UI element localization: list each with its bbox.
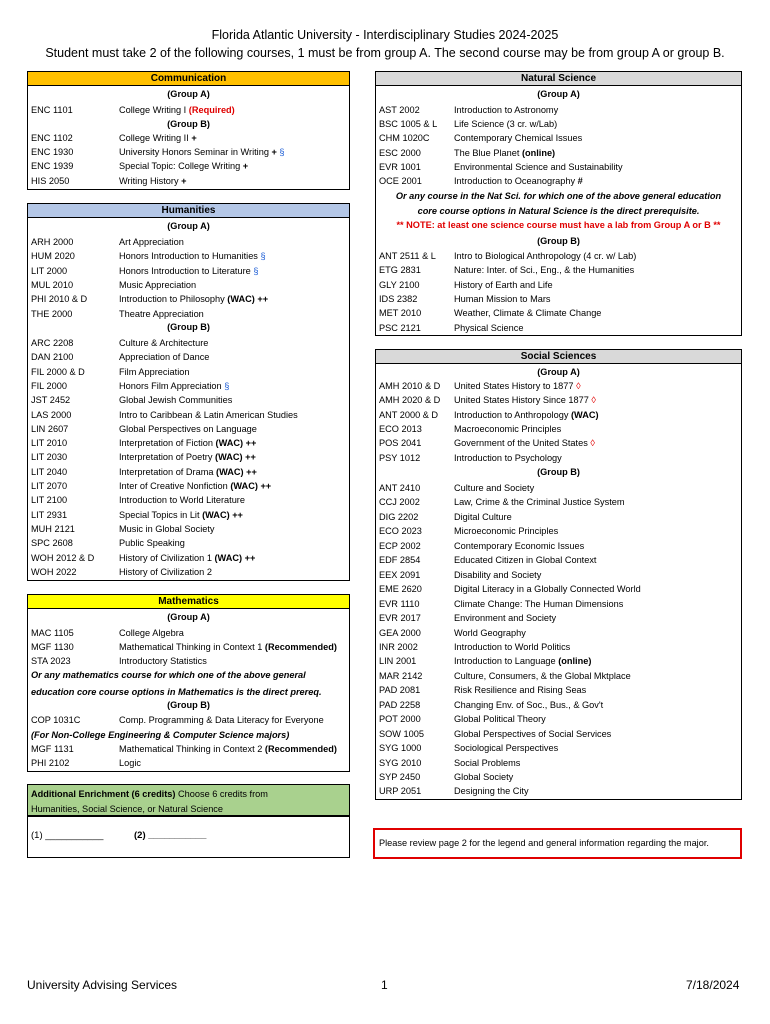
course-title: Culture & Architecture [119, 338, 209, 348]
course-name [454, 394, 596, 406]
course-code: WOH 2022 [31, 566, 77, 577]
course-code: IDS 2382 [379, 293, 418, 304]
course-code: MUH 2121 [31, 523, 75, 534]
course-tag: (Recommended) [262, 642, 337, 652]
document-title: Florida Atlantic University - Interdisciplinary Studies 2024-2025 [211, 28, 559, 42]
course-tag: # [575, 176, 583, 186]
course-code: EVR 2017 [379, 613, 421, 624]
course-code: AMH 2010 & D [379, 381, 441, 391]
course-code: ENC 1939 [31, 161, 74, 172]
mathematics-note-1: Or any mathematics course for which one of the above general [31, 670, 306, 680]
course-name [454, 279, 553, 291]
course-title: Mathematical Thinking in Context 1 [119, 642, 263, 652]
course-code: ENC 1930 [31, 147, 74, 158]
course-tag: + [178, 175, 187, 186]
course-tag: (WAC) ++ [211, 552, 256, 563]
course-name [119, 351, 209, 363]
course-title: Mathematical Thinking in Context 2 [119, 744, 263, 754]
course-code: PAD 2081 [379, 685, 421, 696]
course-name [119, 265, 258, 277]
review-note-text: Please review page 2 for the legend and general information regarding the major. [379, 838, 709, 848]
course-title: Inter of Creative Nonfiction [119, 481, 228, 491]
course-name [454, 569, 541, 581]
course-name [454, 641, 570, 653]
course-code: URP 2051 [379, 786, 422, 797]
enrichment-title: Additional Enrichment (6 credits) [31, 789, 176, 799]
course-code: MGF 1130 [31, 642, 74, 652]
course-title: Introduction to Psychology [454, 452, 562, 463]
course-code: FIL 2000 & D [31, 366, 85, 377]
course-code: GLY 2100 [379, 279, 420, 290]
course-name [119, 743, 337, 755]
course-title: Film Appreciation [119, 366, 190, 377]
course-name [119, 423, 257, 435]
mathematics-title: Mathematics [28, 595, 349, 609]
course-name [454, 409, 599, 421]
course-title: Social Problems [454, 757, 521, 768]
communication-title: Communication [28, 72, 349, 86]
course-title: Human Mission to Mars [454, 293, 551, 304]
course-title: Government of the United States [454, 438, 588, 449]
course-name [454, 771, 513, 783]
course-title: Macroeconomic Principles [454, 423, 562, 434]
course-symbol: ◊ [587, 438, 595, 449]
course-code: ENC 1102 [31, 133, 73, 143]
course-name [454, 684, 586, 696]
course-title: Physical Science [454, 322, 524, 333]
course-tag: + [268, 147, 277, 158]
course-title: United States History Since 1877 [454, 395, 589, 406]
course-name [119, 437, 256, 449]
course-symbol: ◊ [588, 395, 596, 406]
course-title: Disability and Society [454, 569, 542, 580]
course-name [454, 482, 534, 494]
course-title: Honors Film Appreciation [119, 380, 222, 391]
course-name [119, 509, 243, 521]
course-code: MUL 2010 [31, 279, 74, 290]
mathematics-group-b: (Group B) [167, 700, 210, 710]
course-name [454, 627, 526, 639]
course-title: Honors Introduction to Literature [119, 265, 251, 276]
course-name [454, 380, 581, 392]
course-name [454, 583, 641, 595]
course-name [454, 132, 582, 144]
course-name [454, 598, 623, 610]
course-name [454, 147, 555, 159]
course-name [454, 670, 631, 682]
course-code: ECO 2023 [379, 526, 422, 537]
course-name [454, 118, 557, 130]
course-code: LIT 2931 [31, 509, 68, 520]
course-tag: (WAC) ++ [199, 509, 243, 520]
course-code: MAR 2142 [379, 670, 423, 681]
course-code: DAN 2100 [31, 352, 74, 363]
course-tag: + [188, 133, 197, 143]
footer-date: 7/18/2024 [686, 978, 740, 992]
course-code: AMH 2020 & D [379, 395, 441, 406]
footer-left: University Advising Services [27, 978, 178, 992]
course-code: BSC 1005 & L [379, 119, 438, 130]
course-name [454, 525, 558, 537]
natural-note-2: core course options in Natural Science is the direct prerequisite. [417, 206, 700, 216]
course-code: EVR 1110 [379, 598, 420, 609]
course-tag: (WAC) ++ [212, 438, 257, 449]
course-tag: (WAC) ++ [213, 466, 257, 477]
course-name [454, 161, 623, 173]
course-code: OCE 2001 [379, 176, 422, 186]
enrichment-text-2: Humanities, Social Science, or Natural Science [31, 804, 224, 814]
course-name [119, 480, 271, 492]
course-code: PHI 2102 [31, 758, 70, 768]
course-title: Environmental Science and Sustainability [454, 161, 623, 172]
course-tag: (Recommended) [262, 744, 337, 754]
course-title: Culture, Consumers, & the Global Mktplace [454, 670, 631, 681]
course-title: World Geography [454, 627, 526, 638]
course-code: PSC 2121 [379, 322, 421, 333]
course-name [119, 146, 285, 158]
course-name [454, 322, 523, 334]
course-code: PAD 2258 [379, 699, 421, 710]
course-name [454, 250, 636, 262]
course-code: LIN 2607 [31, 423, 69, 434]
course-title: Introduction to Anthropology [454, 409, 569, 420]
course-title: Sociological Perspectives [454, 743, 559, 754]
course-code: ANT 2000 & D [379, 409, 439, 420]
course-name [119, 132, 197, 144]
course-title: College Algebra [119, 628, 184, 638]
course-code: LIT 2100 [31, 495, 68, 506]
course-title: Contemporary Chemical Issues [454, 133, 583, 144]
course-name [454, 554, 597, 566]
humanities-group-a: (Group A) [167, 221, 210, 231]
course-title: Contemporary Economic Issues [454, 540, 585, 551]
course-name [119, 466, 257, 478]
natural-group-b: (Group B) [537, 236, 580, 246]
course-code: CCJ 2002 [379, 497, 420, 508]
enrichment-text: Choose 6 credits from [178, 789, 268, 799]
course-name [454, 511, 512, 523]
course-code: SYG 2010 [379, 757, 422, 768]
course-title: Introduction to Astronomy [454, 105, 559, 115]
course-code: LIT 2040 [31, 466, 68, 477]
social-group-b: (Group B) [537, 467, 580, 477]
course-code: GEA 2000 [379, 627, 421, 638]
course-name [119, 308, 204, 320]
course-tag: (WAC) ++ [212, 452, 256, 463]
course-title: Environment and Society [454, 613, 557, 624]
course-name [454, 264, 634, 276]
course-title: Culture and Society [454, 483, 535, 493]
course-code: EME 2620 [379, 584, 422, 595]
course-name [119, 160, 248, 172]
course-name [454, 728, 611, 740]
course-name [119, 641, 337, 653]
course-code: EEX 2091 [379, 569, 421, 580]
course-code: MGF 1131 [31, 744, 74, 754]
social-group-a: (Group A) [537, 367, 580, 377]
course-title: Music Appreciation [119, 279, 197, 290]
course-name [119, 236, 184, 248]
course-tag: (online) [555, 656, 592, 667]
course-name [119, 757, 141, 769]
course-code: JST 2452 [31, 395, 71, 406]
course-code: ECP 2002 [379, 540, 421, 551]
course-name: Comp. Programming & Data Literacy for Everyone [119, 715, 324, 725]
course-title: The Blue Planet [454, 147, 520, 158]
course-name [119, 175, 186, 187]
course-name [119, 566, 212, 578]
course-name [119, 394, 232, 406]
course-code: PHI 2010 & D [31, 294, 88, 305]
humanities-group-b: (Group B) [167, 322, 210, 332]
course-code: LIN 2001 [379, 656, 417, 667]
course-title: Digital Culture [454, 511, 512, 522]
course-code: INR 2002 [379, 641, 418, 652]
course-name [454, 540, 584, 552]
course-code: FIL 2000 [31, 380, 67, 391]
course-name [119, 293, 268, 305]
course-title: History of Civilization 1 [119, 552, 212, 563]
communication-section [27, 71, 350, 190]
course-tag: (Required) [186, 105, 235, 115]
course-name [454, 713, 546, 725]
course-code: ANT 2410 [379, 483, 421, 493]
mathematics-b-note: (For Non-College Engineering & Computer Science majors) [31, 730, 290, 740]
course-name [119, 250, 266, 262]
review-note-box [373, 828, 742, 859]
course-name [454, 307, 601, 319]
course-name [119, 380, 229, 392]
course-name [454, 496, 625, 508]
course-tag: + [240, 161, 249, 172]
course-code: AST 2002 [379, 105, 420, 115]
communication-group-a: (Group A) [167, 89, 210, 99]
course-code: EVR 1001 [379, 161, 421, 172]
course-name [119, 537, 185, 549]
course-tag: (online) [519, 147, 556, 158]
course-code: ETG 2831 [379, 265, 421, 276]
course-tag: (WAC) [568, 409, 599, 420]
course-title: Changing Env. of Soc., Bus., & Gov't [454, 699, 604, 710]
course-code: THE 2000 [31, 308, 73, 319]
course-code: WOH 2012 & D [31, 552, 95, 563]
course-title: Life Science (3 cr. w/Lab) [454, 119, 558, 130]
course-code: POT 2000 [379, 714, 421, 725]
course-title: Art Appreciation [119, 237, 184, 247]
course-title: Global Jewish Communities [119, 395, 233, 406]
course-name [454, 423, 561, 435]
course-name [119, 337, 208, 349]
course-code: HIS 2050 [31, 175, 70, 186]
natural-group-a: (Group A) [537, 89, 580, 99]
course-code: SPC 2608 [31, 538, 73, 549]
course-name [119, 409, 298, 421]
page-number: 1 [381, 978, 388, 992]
enrichment-blanks [27, 816, 350, 858]
blank-2[interactable]: (2) ___________ [134, 830, 207, 841]
course-name [454, 104, 558, 116]
course-code: LIT 2070 [31, 481, 68, 491]
course-tag: (WAC) ++ [224, 294, 269, 305]
social-sciences-section [375, 349, 742, 800]
course-name [119, 523, 215, 535]
course-code: STA 2023 [31, 656, 71, 666]
course-code: LIT 2010 [31, 438, 68, 449]
course-title: University Honors Seminar in Writing [119, 147, 269, 158]
course-title: Introduction to World Politics [454, 641, 571, 652]
course-title: Introduction to Language [454, 656, 556, 667]
course-code: ENC 1101 [31, 105, 73, 115]
course-symbol: § [221, 380, 230, 391]
course-name [119, 451, 256, 463]
course-title: Intro to Biological Anthropology (4 cr. w/ Lab) [454, 251, 637, 261]
course-name [454, 757, 520, 769]
course-title: History of Civilization 2 [119, 566, 212, 577]
course-symbol: § [250, 265, 259, 276]
course-title: Intro to Caribbean & Latin American Studies [119, 409, 298, 420]
course-title: Risk Resilience and Rising Seas [454, 685, 587, 696]
course-title: Interpretation of Fiction [119, 438, 213, 449]
course-tag: (WAC) ++ [227, 481, 272, 491]
course-code: POS 2041 [379, 438, 422, 449]
course-title: History of Earth and Life [454, 279, 553, 290]
course-title: Global Society [454, 772, 514, 782]
course-code: CHM 1020C [379, 133, 430, 144]
course-name [119, 627, 184, 639]
course-title: Interpretation of Poetry [119, 452, 213, 463]
course-title: Appreciation of Dance [119, 352, 210, 363]
course-title: Interpretation of Drama [119, 466, 214, 477]
course-title: Designing the City [454, 786, 529, 797]
course-title: Weather, Climate & Climate Change [454, 308, 602, 319]
course-title: Climate Change: The Human Dimensions [454, 598, 624, 609]
course-title: Special Topics in Lit [119, 509, 200, 520]
course-code: SYG 1000 [379, 743, 422, 754]
course-name [454, 612, 556, 624]
natural-note-1: Or any course in the Nat Sci. for which one of the above general education [395, 191, 722, 201]
course-code: COP 1031C [31, 715, 81, 725]
humanities-title: Humanities [28, 204, 349, 218]
course-name [119, 494, 245, 506]
course-title: Educated Citizen in Global Context [454, 555, 597, 566]
humanities-section [27, 203, 350, 581]
course-title: Global Perspectives of Social Services [454, 728, 612, 739]
course-title: Logic [119, 758, 141, 768]
course-code: LIT 2030 [31, 452, 68, 463]
course-name [454, 742, 558, 754]
blank-1[interactable]: (1) ___________ [31, 830, 104, 841]
course-name [119, 552, 255, 564]
course-code: ECO 2013 [379, 423, 422, 434]
course-title: Nature: Inter. of Sci., Eng., & the Humanities [454, 265, 635, 276]
enrichment-section [27, 784, 350, 816]
course-name [454, 437, 595, 449]
course-name [454, 293, 551, 305]
course-symbol: ◊ [573, 381, 581, 391]
mathematics-note-2: education core course options in Mathematics is the direct prereq. [31, 687, 322, 697]
course-title: Global Perspectives on Language [119, 423, 257, 434]
course-title: College Writing I [119, 105, 187, 115]
mathematics-group-a: (Group A) [167, 612, 210, 622]
course-name [454, 785, 529, 797]
course-title: Music in Global Society [119, 523, 215, 534]
course-name [119, 655, 207, 667]
course-name [454, 452, 562, 464]
course-code: MAC 1105 [31, 628, 74, 638]
course-name [454, 699, 603, 711]
document-subtitle: Student must take 2 of the following courses, 1 must be from group A. The second course may be from group A or group B. [45, 46, 725, 60]
course-code: LIT 2000 [31, 265, 68, 276]
course-code: SYP 2450 [379, 772, 421, 782]
natural-science-title: Natural Science [376, 72, 741, 86]
course-name [454, 655, 591, 667]
course-code: SOW 1005 [379, 728, 424, 739]
course-title: Digital Literacy in a Globally Connected World [454, 584, 641, 595]
course-title: Special Topic: College Writing [119, 161, 241, 172]
course-code: MET 2010 [379, 308, 422, 319]
course-title: Honors Introduction to Humanities [119, 251, 258, 262]
social-sciences-title: Social Sciences [376, 350, 741, 364]
natural-science-section [375, 71, 742, 336]
course-title: Public Speaking [119, 538, 185, 549]
course-code: HUM 2020 [31, 251, 75, 262]
communication-group-b: (Group B) [167, 119, 210, 129]
course-title: Law, Crime & the Criminal Justice System [454, 497, 625, 508]
course-code: ARH 2000 [31, 237, 74, 247]
course-title: Introduction to Philosophy [119, 294, 225, 305]
course-symbol: § [276, 147, 285, 158]
mathematics-section [27, 594, 350, 772]
course-title: Introductory Statistics [119, 656, 207, 666]
course-title: College Writing II [119, 133, 189, 143]
course-title: United States History to 1877 [454, 381, 574, 391]
course-title: Theatre Appreciation [119, 308, 204, 319]
course-code: EDF 2854 [379, 555, 421, 566]
course-name [119, 104, 235, 116]
course-code: LAS 2000 [31, 409, 72, 420]
course-name [119, 279, 196, 291]
course-title: Writing History [119, 175, 179, 186]
course-symbol: § [257, 251, 266, 262]
course-title: Microeconomic Principles [454, 526, 559, 537]
course-name [454, 175, 583, 187]
course-title: Introduction to World Literature [119, 495, 245, 506]
course-code: ARC 2208 [31, 338, 74, 348]
course-name [119, 366, 189, 378]
course-title: Global Political Theory [454, 714, 546, 725]
course-code: PSY 1012 [379, 452, 421, 463]
course-title: Introduction to Oceanography [454, 176, 576, 186]
course-code: ANT 2511 & L [379, 251, 436, 261]
course-code: DIG 2202 [379, 511, 419, 522]
course-code: ESC 2000 [379, 147, 421, 158]
natural-lab-note: ** NOTE: at least one science course must have a lab from Group A or B ** [396, 220, 721, 230]
